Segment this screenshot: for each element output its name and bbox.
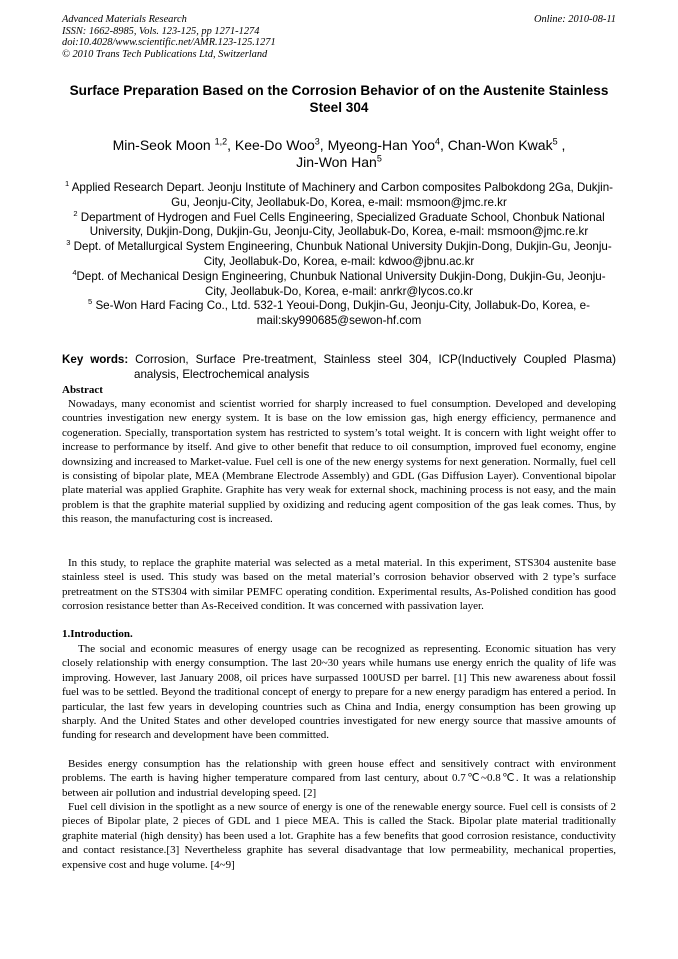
affiliation-list — [62, 181, 616, 329]
keywords-label: Key words: — [62, 353, 129, 366]
journal-header — [62, 14, 616, 60]
author-name: Chan-Won Kwak — [447, 137, 553, 153]
affiliation-mark: 2 — [73, 208, 78, 218]
copyright-line: © 2010 Trans Tech Publications Ltd, Switzerland — [62, 48, 268, 60]
author-name: Min-Seok Moon — [112, 137, 211, 153]
introduction-paragraph: Besides energy consumption has the relationship with green house effect and sensitively contract with environment problems. The earth is having higher temperature compared from last century, about 0.7℃~0.8℃. It was a relationship between air pollution and industrial developing speed. [2] — [62, 758, 616, 799]
author-separator: , — [319, 137, 328, 153]
abstract-paragraph: In this study, to replace the graphite material was selected as a metal material. In this experiment, STS304 austenite base stainless steel is used. This study was based on the metal material’s corrosion behavior observed with 2 type’s surface pretreatment on the STS304 with similar PEMFC operating condition. Experimental results, As-Polished condition has good corrosion resistance better than As-Received condition. It was concerned with passivation layer. — [62, 557, 616, 613]
doi-line: doi:10.4028/www.scientific.net/AMR.123-125.1271 — [62, 37, 276, 49]
author-affiliation-mark: 5 — [376, 153, 382, 164]
affiliation-mark: 1 — [64, 179, 70, 189]
affiliation — [62, 267, 616, 300]
introduction-paragraph: Fuel cell division in the spotlight as a new source of energy is one of the renewable energy source. Fuel cell is consists of 2 pieces of Bipolar plate, 2 pieces of GDL and 1 piece MEA. This is called the Stack. Bipolar plate material traditionally graphite material (high density) has been used a lot. Graphite has a few benefits that good corrosion resistance, conductivity and contact resistance.[3] Nevertheless graphite has several disadvantage that low permeability, mechanical properties, expensive cost and huge volume. [4~9] — [62, 801, 616, 871]
introduction-paragraph: The social and economic measures of energy usage can be recognized as representing. Economic situation has very closely relationship with energy consumption. The last 20~30 years while humans use energy enrich the quality of life was improving. However, last January 2008, oil prices have surpassed 100USD per barrel. [1] This new awareness about fossil fuel was to be settled. Beyond the traditional concept of energy to prepare for a new energy paradigm has entered a period. In particular, the last few years in developing countries such as China and India, energy consumption has been growing up sharply. And the United States and other developed countries investigated for new energy source that massive amounts of funding for research and development have been committed. — [62, 643, 616, 742]
affiliation-text: Dept. of Metallurgical System Engineering, Chunbuk National University Dukjin-Dong, Dukjin-Gu, Jeonju-City, Jeollabuk-Do, Korea, e-mail: kdwoo@jbnu.ac.kr — [73, 240, 612, 268]
keywords-text: Corrosion, Surface Pre-treatment, Stainless steel 304, ICP(Inductively Coupled Plasma) analysis, Electrochemical analysis — [134, 353, 616, 381]
journal-name: Advanced Materials Research — [62, 14, 187, 25]
affiliation-text: Applied Research Depart. Jeonju Institute of Machinery and Carbon composites Palbokdong 2Ga, Dukjin-Gu, Jeonju-City, Jeollabuk-Do, Korea, e-mail: msmoon@jmc.re.kr — [71, 181, 614, 209]
abstract-paragraph: Nowadays, many economist and scientist worried for sharply increased to fuel consumption. Developed and developing countries investigation new energy system. It is base on the low emission gas, high energy efficiency, permanence and cogeneration. Specially, transportation system has restricted to system’s total weight. It is concern with light weight offer to increase to performance by itself. And give to other benefit that reduce to oil consumption, improved fuel economy, engine downsizing and increased to Market-value. Fuel cell is one of the new energy systems for next generation. Normally, fuel cell is consisting of bipolar plate, MEA (Membrane Electrode Assembly) and GDL (Gas Diffusion Layer). Conventional bipolar plate material was applied Graphite. Graphite has very weak for external shock, machining process is not easy, and the main problem is that the graphite material supplied by oxidizing and reducing agent composition of the gas leak comes. Thus, by this reason, the manufacturing cost is increased. — [62, 398, 616, 526]
affiliation-text: Department of Hydrogen and Fuel Cells Engineering, Specialized Graduate School, Chonbuk National University, Dukjin-Dong, Dukjin-Gu, Jeonju-City, Jeollabuk-Do, Korea, e-mail: msmoon@jmc.re.kr — [80, 210, 605, 239]
author-name: Jin-Won Han — [296, 154, 377, 170]
paper-title: Surface Preparation Based on the Corrosion Behavior of on the Austenite Stainless Steel 304 — [69, 83, 609, 115]
author-separator: , — [440, 137, 448, 153]
author-affiliation-mark: 1,2 — [214, 136, 228, 147]
online-date: Online: 2010-08-11 — [533, 14, 616, 25]
author-separator: , — [557, 137, 566, 153]
affiliation — [62, 240, 616, 270]
author-list — [62, 137, 616, 171]
affiliation-text: Se-Won Hard Facing Co., Ltd. 532-1 Yeoui-Dong, Dukjin-Gu, Jeonju-City, Jollabuk-Do, Korea, e-mail:sky990685@sewon-hf.com — [95, 299, 590, 328]
issn-line: ISSN: 1662-8985, Vols. 123-125, pp 1271-1274 — [62, 25, 260, 37]
affiliation-text: Dept. of Mechanical Design Engineering, Chunbuk National University Dukjin-Dong, Dukjin-Gu, Jeonju-City, Jeollabuk-Do, Korea, e-mail: anrkr@lycos.co.kr — [76, 269, 606, 298]
author-name: Kee-Do Woo — [234, 137, 315, 153]
introduction-heading: 1.Introduction. — [62, 628, 133, 640]
abstract-heading: Abstract — [62, 384, 103, 396]
affiliation-mark: 4 — [72, 267, 77, 277]
author-affiliation-mark: 3 — [314, 136, 320, 147]
author-name: Myeong-Han Yoo — [327, 137, 435, 153]
affiliation — [62, 299, 616, 329]
author-affiliation-mark: 4 — [434, 136, 440, 147]
affiliation-mark: 3 — [66, 238, 71, 248]
affiliation — [62, 181, 616, 211]
affiliation-mark: 5 — [88, 297, 93, 307]
affiliation — [62, 208, 616, 241]
author-separator: , — [227, 137, 235, 153]
author-affiliation-mark: 5 — [552, 136, 558, 147]
keywords-block — [62, 352, 616, 382]
